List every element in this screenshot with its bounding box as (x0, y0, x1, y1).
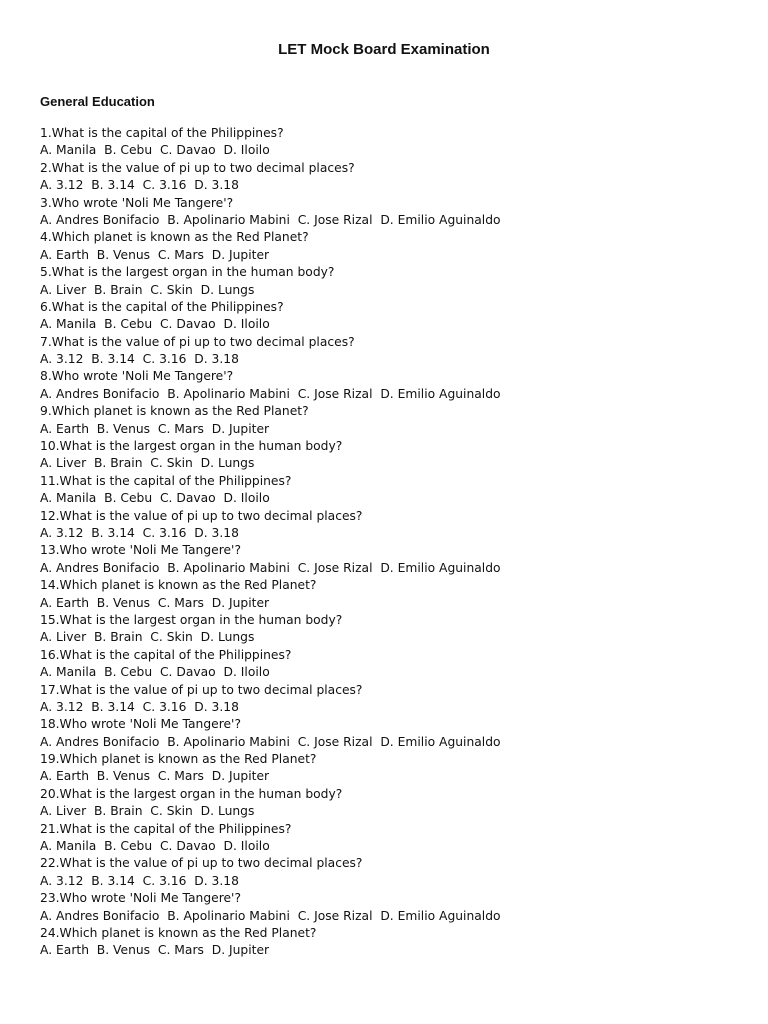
page-title: LET Mock Board Examination (278, 41, 490, 58)
question-text: 2.What is the value of pi up to two decimal places? (40, 160, 355, 175)
question-list (40, 125, 740, 960)
answer-options: A. Manila B. Cebu C. Davao D. Iloilo (40, 143, 270, 158)
question-text: 1.What is the capital of the Philippines? (40, 126, 284, 140)
answer-options: A. Earth B. Venus C. Mars D. Jupiter (40, 595, 270, 610)
question-item (40, 542, 740, 577)
answer-options: A. Earth B. Venus C. Mars D. Jupiter (40, 247, 270, 262)
question-text: 8.Who wrote 'Noli Me Tangere'? (40, 369, 234, 384)
question-item (40, 751, 740, 786)
question-item (40, 577, 740, 612)
question-text: 6.What is the capital of the Philippines? (40, 299, 284, 314)
question-item (40, 299, 740, 334)
question-text: 14.Which planet is known as the Red Planet? (40, 578, 317, 593)
question-item (40, 925, 740, 960)
section-heading: General Education (40, 94, 155, 109)
question-text: 4.Which planet is known as the Red Planet? (40, 230, 309, 245)
answer-options: A. Manila B. Cebu C. Davao D. Iloilo (40, 665, 270, 680)
question-text: 24.Which planet is known as the Red Planet? (40, 925, 317, 940)
question-item (40, 508, 740, 543)
answer-options: A. 3.12 B. 3.14 C. 3.16 D. 3.18 (40, 699, 239, 714)
answer-options: A. Liver B. Brain C. Skin D. Lungs (40, 804, 255, 819)
answer-options: A. 3.12 B. 3.14 C. 3.16 D. 3.18 (40, 525, 239, 540)
question-text: 15.What is the largest organ in the human body? (40, 612, 343, 627)
question-item (40, 334, 740, 369)
question-text: 20.What is the largest organ in the human body? (40, 786, 343, 801)
answer-options: A. Earth B. Venus C. Mars D. Jupiter (40, 769, 270, 784)
question-text: 23.Who wrote 'Noli Me Tangere'? (40, 891, 241, 906)
question-item (40, 438, 740, 473)
question-text: 16.What is the capital of the Philippines? (40, 647, 292, 662)
question-text: 21.What is the capital of the Philippines? (40, 821, 292, 836)
question-item (40, 264, 740, 299)
question-item (40, 786, 740, 821)
answer-options: A. 3.12 B. 3.14 C. 3.16 D. 3.18 (40, 352, 239, 367)
question-text: 9.Which planet is known as the Red Planet? (40, 404, 309, 419)
question-item (40, 855, 740, 890)
answer-options: A. Liver B. Brain C. Skin D. Lungs (40, 630, 255, 645)
question-text: 5.What is the largest organ in the human body? (40, 265, 335, 280)
question-item (40, 368, 740, 403)
answer-options: A. Liver B. Brain C. Skin D. Lungs (40, 282, 255, 297)
question-text: 18.Who wrote 'Noli Me Tangere'? (40, 717, 241, 732)
question-item (40, 160, 740, 195)
question-item (40, 473, 740, 508)
question-text: 7.What is the value of pi up to two decimal places? (40, 334, 355, 349)
answer-options: A. Manila B. Cebu C. Davao D. Iloilo (40, 491, 270, 506)
answer-options: A. Earth B. Venus C. Mars D. Jupiter (40, 421, 270, 436)
answer-options: A. Liver B. Brain C. Skin D. Lungs (40, 456, 255, 471)
answer-options: A. Andres Bonifacio B. Apolinario Mabini C. Jose Rizal D. Emilio Aguinaldo (40, 560, 501, 575)
question-item (40, 716, 740, 751)
question-text: 10.What is the largest organ in the human body? (40, 439, 343, 454)
answer-options: A. Earth B. Venus C. Mars D. Jupiter (40, 943, 270, 958)
question-item (40, 682, 740, 717)
question-item (40, 890, 740, 925)
question-text: 11.What is the capital of the Philippines? (40, 473, 292, 488)
question-text: 3.Who wrote 'Noli Me Tangere'? (40, 195, 234, 210)
question-item (40, 125, 740, 160)
question-item (40, 647, 740, 682)
question-item (40, 612, 740, 647)
question-item (40, 195, 740, 230)
question-text: 22.What is the value of pi up to two decimal places? (40, 856, 363, 871)
question-text: 19.Which planet is known as the Red Planet? (40, 752, 317, 767)
answer-options: A. Andres Bonifacio B. Apolinario Mabini C. Jose Rizal D. Emilio Aguinaldo (40, 734, 501, 749)
answer-options: A. 3.12 B. 3.14 C. 3.16 D. 3.18 (40, 873, 239, 888)
answer-options: A. Andres Bonifacio B. Apolinario Mabini C. Jose Rizal D. Emilio Aguinaldo (40, 386, 501, 401)
answer-options: A. 3.12 B. 3.14 C. 3.16 D. 3.18 (40, 178, 239, 193)
answer-options: A. Andres Bonifacio B. Apolinario Mabini C. Jose Rizal D. Emilio Aguinaldo (40, 908, 501, 923)
question-item (40, 821, 740, 856)
question-text: 12.What is the value of pi up to two decimal places? (40, 508, 363, 523)
question-item (40, 403, 740, 438)
question-item (40, 229, 740, 264)
answer-options: A. Manila B. Cebu C. Davao D. Iloilo (40, 839, 270, 854)
answer-options: A. Manila B. Cebu C. Davao D. Iloilo (40, 317, 270, 332)
question-text: 17.What is the value of pi up to two decimal places? (40, 682, 363, 697)
question-text: 13.Who wrote 'Noli Me Tangere'? (40, 543, 241, 558)
answer-options: A. Andres Bonifacio B. Apolinario Mabini C. Jose Rizal D. Emilio Aguinaldo (40, 212, 501, 227)
